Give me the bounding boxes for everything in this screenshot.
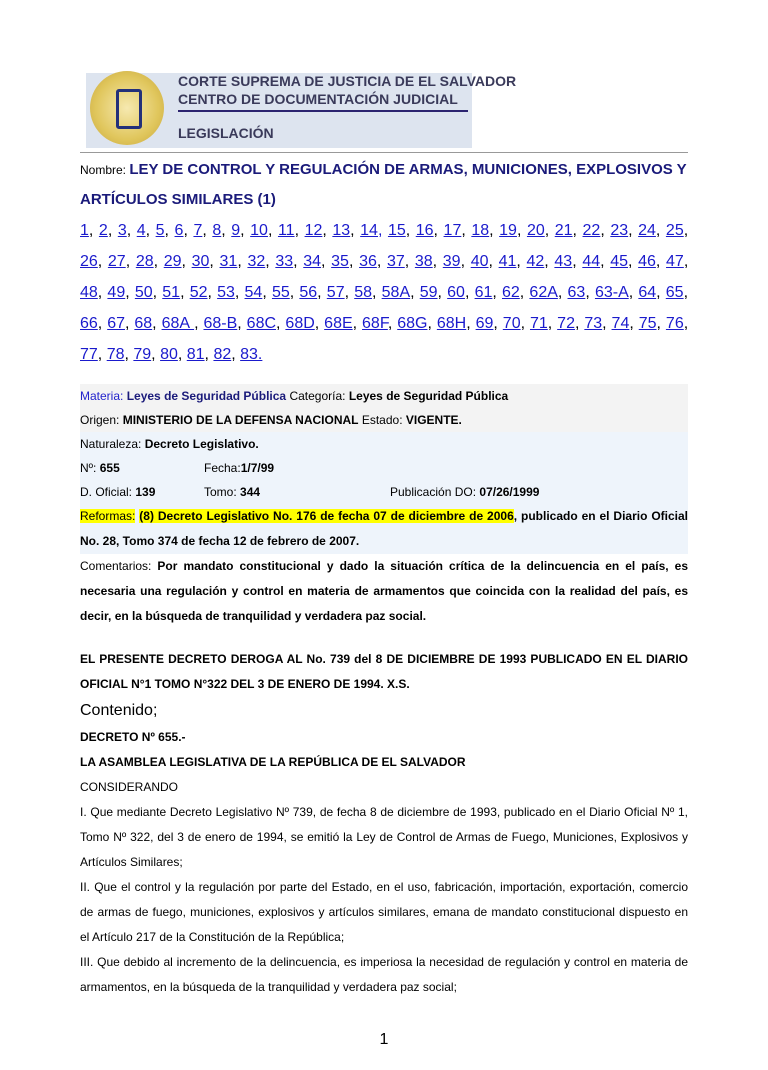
article-link[interactable]: 8: [212, 222, 222, 239]
article-link[interactable]: 10: [250, 222, 268, 239]
article-link[interactable]: 13: [332, 222, 351, 239]
article-link[interactable]: 30: [191, 253, 210, 270]
article-link[interactable]: 24: [638, 222, 656, 239]
article-link[interactable]: 11: [277, 222, 295, 239]
article-link[interactable]: 31: [219, 253, 238, 270]
metadata: [80, 384, 688, 629]
article-link[interactable]: 23: [610, 222, 629, 239]
article-link[interactable]: 39: [442, 253, 461, 270]
article-link[interactable]: 45: [610, 253, 629, 270]
naturaleza-value: Decreto Legislativo.: [144, 437, 259, 451]
article-link[interactable]: 43: [554, 253, 573, 270]
article-link[interactable]: 60: [447, 284, 465, 301]
article-link[interactable]: 63: [567, 284, 586, 301]
estado-value: VIGENTE.: [405, 413, 462, 427]
article-link[interactable]: 5: [155, 222, 165, 239]
article-link[interactable]: 19: [499, 222, 517, 239]
considerando-heading: CONSIDERANDO: [80, 780, 179, 794]
article-link[interactable]: 9: [231, 222, 241, 239]
article-link[interactable]: 68-B: [203, 315, 238, 332]
article-link[interactable]: 33: [275, 253, 294, 270]
article-link[interactable]: 48: [80, 284, 98, 301]
page-number: 1: [379, 1031, 389, 1048]
article-link[interactable]: 68G: [397, 315, 428, 332]
article-link[interactable]: 63-A: [594, 284, 629, 301]
categoria-value: Leyes de Seguridad Pública: [348, 389, 509, 403]
article-link[interactable]: 81: [186, 346, 205, 363]
oficial-label: D. Oficial:: [80, 485, 133, 499]
oficial-value: 139: [135, 485, 156, 499]
article-links: 1, 2, 3, 4, 5, 6, 7, 8, 9, 10, 11, 12, 13, 14, 15, 16, 17, 18, 19, 20, 21, 22, 23, 24, 25, 26, 27, 28, 29, 30, 31, 32, 33, 34, 35, 36, 37, 38, 39, 40, 41, 42, 43, 44, 45, 46, 47, 48, 49, 50, 51, 52, 53, 54, 55, 56, 57, 58, 58A, 59, 60, 61, 62, 62A, 63, 63-A, 64, 65, 66, 67, 68, 68A , 68-B, 68C, 68D, 68E, 68F, 68G, 68H, 69, 70, 71, 72, 73, 74, 75, 76, 77, 78, 79, 80, 81, 82, 83.: [80, 222, 689, 363]
article-link[interactable]: 58A: [381, 284, 411, 301]
asamblea-heading: LA ASAMBLEA LEGISLATIVA DE LA REPÚBLICA DE EL SALVADOR: [80, 755, 466, 769]
article-link[interactable]: 41: [498, 253, 517, 270]
article-link[interactable]: 71: [529, 315, 548, 332]
article-link[interactable]: 55: [271, 284, 290, 301]
comentarios-label: Comentarios:: [80, 559, 152, 573]
origen-label: Origen:: [80, 413, 120, 427]
article-link[interactable]: 18: [471, 222, 490, 239]
origen-value: MINISTERIO DE LA DEFENSA NACIONAL: [122, 413, 359, 427]
article-link[interactable]: 46: [638, 253, 656, 270]
article-link[interactable]: 28: [135, 253, 154, 270]
article-link[interactable]: 62: [502, 284, 520, 301]
contenido-heading: Contenido;: [80, 702, 158, 719]
article-link[interactable]: 25: [665, 222, 684, 239]
reformas-rest: , publicado en el Diario Oficial No. 28, Tomo 374 de fecha 12 de febrero de 2007.: [80, 509, 689, 548]
article-link[interactable]: 54: [244, 284, 263, 301]
article-link[interactable]: 36: [359, 253, 377, 270]
article-link[interactable]: 69: [475, 315, 494, 332]
article-link[interactable]: 1: [80, 222, 89, 239]
article-link[interactable]: 67: [107, 315, 125, 332]
article-link[interactable]: 38: [414, 253, 433, 270]
publicacion-label: Publicación DO:: [390, 485, 477, 499]
article-link[interactable]: 50: [134, 284, 153, 301]
article-link[interactable]: 72: [557, 315, 575, 332]
law-title: LEY DE CONTROL Y REGULACIÓN DE ARMAS, MUNICIONES, EXPLOSIVOS Y ARTÍCULOS SIMILARES (1): [80, 161, 687, 208]
article-link[interactable]: 68A: [161, 315, 195, 332]
tomo-value: 344: [240, 485, 261, 499]
article-link[interactable]: 15: [387, 222, 406, 239]
article-link[interactable]: 68C: [246, 315, 277, 332]
article-link[interactable]: 20: [526, 222, 545, 239]
article-link[interactable]: 35: [331, 253, 349, 270]
article-link[interactable]: 26: [80, 253, 98, 270]
article-link[interactable]: 32: [247, 253, 266, 270]
article-link[interactable]: 76: [665, 315, 684, 332]
article-link[interactable]: 79: [133, 346, 152, 363]
article-link[interactable]: 40: [470, 253, 489, 270]
article-link[interactable]: 59: [419, 284, 438, 301]
article-link[interactable]: 44: [582, 253, 601, 270]
article-link[interactable]: 22: [582, 222, 601, 239]
article-link[interactable]: 65: [665, 284, 684, 301]
article-link[interactable]: 7: [193, 222, 203, 239]
article-link[interactable]: 2: [98, 222, 108, 239]
numero-value: 655: [99, 461, 120, 475]
article-link[interactable]: 74: [611, 315, 630, 332]
fecha-value: 1/7/99: [240, 461, 275, 475]
article-link[interactable]: 27: [107, 253, 126, 270]
deroga-note: EL PRESENTE DECRETO DEROGA AL No. 739 del 8 DE DICIEMBRE DE 1993 PUBLICADO EN EL DIARIO OFICIAL N°1 TOMO N°322 DEL 3 DE ENERO DE 1994. X.S.: [80, 652, 688, 691]
fecha-label: Fecha:: [204, 461, 241, 475]
article-link[interactable]: 29: [163, 253, 182, 270]
article-link[interactable]: 56: [299, 284, 318, 301]
article-link[interactable]: 12: [304, 222, 323, 239]
materia-label: Materia:: [80, 389, 124, 403]
naturaleza-label: Naturaleza:: [80, 437, 142, 451]
materia-value: Leyes de Seguridad Pública: [126, 389, 287, 403]
article-link[interactable]: 52: [189, 284, 208, 301]
article-link[interactable]: 53: [217, 284, 235, 301]
article-link[interactable]: 66: [80, 315, 98, 332]
article-link[interactable]: 82: [213, 346, 232, 363]
banner-subtitle: CENTRO DE DOCUMENTACIÓN JUDICIAL: [178, 91, 458, 107]
article-link[interactable]: 75: [638, 315, 657, 332]
article-link[interactable]: 58: [354, 284, 373, 301]
article-link[interactable]: 4: [136, 222, 146, 239]
article-link[interactable]: 68F: [362, 315, 388, 332]
publicacion-value: 07/26/1999: [479, 485, 540, 499]
article-link[interactable]: 47: [666, 253, 684, 270]
nombre-label: Nombre:: [80, 163, 127, 177]
article-link[interactable]: 68D: [285, 315, 315, 332]
article-link[interactable]: 14,: [360, 222, 383, 239]
article-link[interactable]: 34: [303, 253, 322, 270]
article-link[interactable]: 68E: [324, 315, 353, 332]
article-link[interactable]: 73: [584, 315, 603, 332]
article-link[interactable]: 80: [160, 346, 178, 363]
article-link[interactable]: 61: [474, 284, 493, 301]
estado-label: Estado:: [361, 413, 403, 427]
reformas-highlight: (8) Decreto Legislativo No. 176 de fecha 07 de diciembre de 2006: [139, 509, 514, 523]
article-link[interactable]: 83.: [240, 346, 263, 363]
article-link[interactable]: 51: [162, 284, 181, 301]
article-link[interactable]: 3: [117, 222, 127, 239]
decreto-number: DECRETO Nº 655.-: [80, 730, 186, 744]
article-link[interactable]: 16: [415, 222, 434, 239]
article-link[interactable]: 78: [106, 346, 125, 363]
comentarios-value: Por mandato constitucional y dado la situación crítica de la delincuencia en el país, es necesaria una regulación y control en materia de armamentos que coincida con la realidad del país, es decir, en la búsqueda de tranquilidad y verdadera paz social.: [80, 559, 689, 623]
article-link[interactable]: 37: [386, 253, 405, 270]
reformas-label: Reformas:: [80, 509, 136, 523]
article-link[interactable]: 21: [554, 222, 573, 239]
paragraph: III. Que debido al incremento de la delincuencia, es imperiosa la necesidad de regulación y control en materia de armamentos, en la búsqueda de la tranquilidad y verdadera paz social;: [80, 955, 688, 994]
banner-title: CORTE SUPREMA DE JUSTICIA DE EL SALVADOR: [178, 73, 517, 89]
banner-section: LEGISLACIÓN: [178, 125, 274, 141]
article-link[interactable]: 70: [502, 315, 521, 332]
paragraph: II. Que el control y la regulación por parte del Estado, en el uso, fabricación, importación, exportación, comercio de armas de fuego, municiones, explosivos y artículos similares, emana de mandato constitucional dispuesto en el Artículo 217 de la Constitución de la República;: [80, 880, 688, 944]
categoria-label: Categoría:: [289, 389, 346, 403]
article-link[interactable]: 6: [174, 222, 184, 239]
article-link[interactable]: 77: [80, 346, 98, 363]
article-link[interactable]: 68: [134, 315, 153, 332]
numero-label: Nº:: [80, 461, 97, 475]
article-link[interactable]: 68H: [436, 315, 467, 332]
article-link[interactable]: 17: [443, 222, 462, 239]
article-link[interactable]: 62A: [529, 284, 558, 301]
article-link[interactable]: 57: [326, 284, 345, 301]
paragraph: I. Que mediante Decreto Legislativo Nº 739, de fecha 8 de diciembre de 1993, publicado en el Diario Oficial Nº 1, Tomo Nº 322, del 3 de enero de 1994, se emitió la Ley de Control de Armas de Fuego, Municiones, Explosivos y Artículos Similares;: [80, 805, 688, 869]
tomo-label: Tomo:: [204, 485, 237, 499]
article-link[interactable]: 42: [526, 253, 545, 270]
article-link[interactable]: 64: [638, 284, 657, 301]
law-name: [80, 155, 688, 215]
article-link[interactable]: 49: [107, 284, 126, 301]
